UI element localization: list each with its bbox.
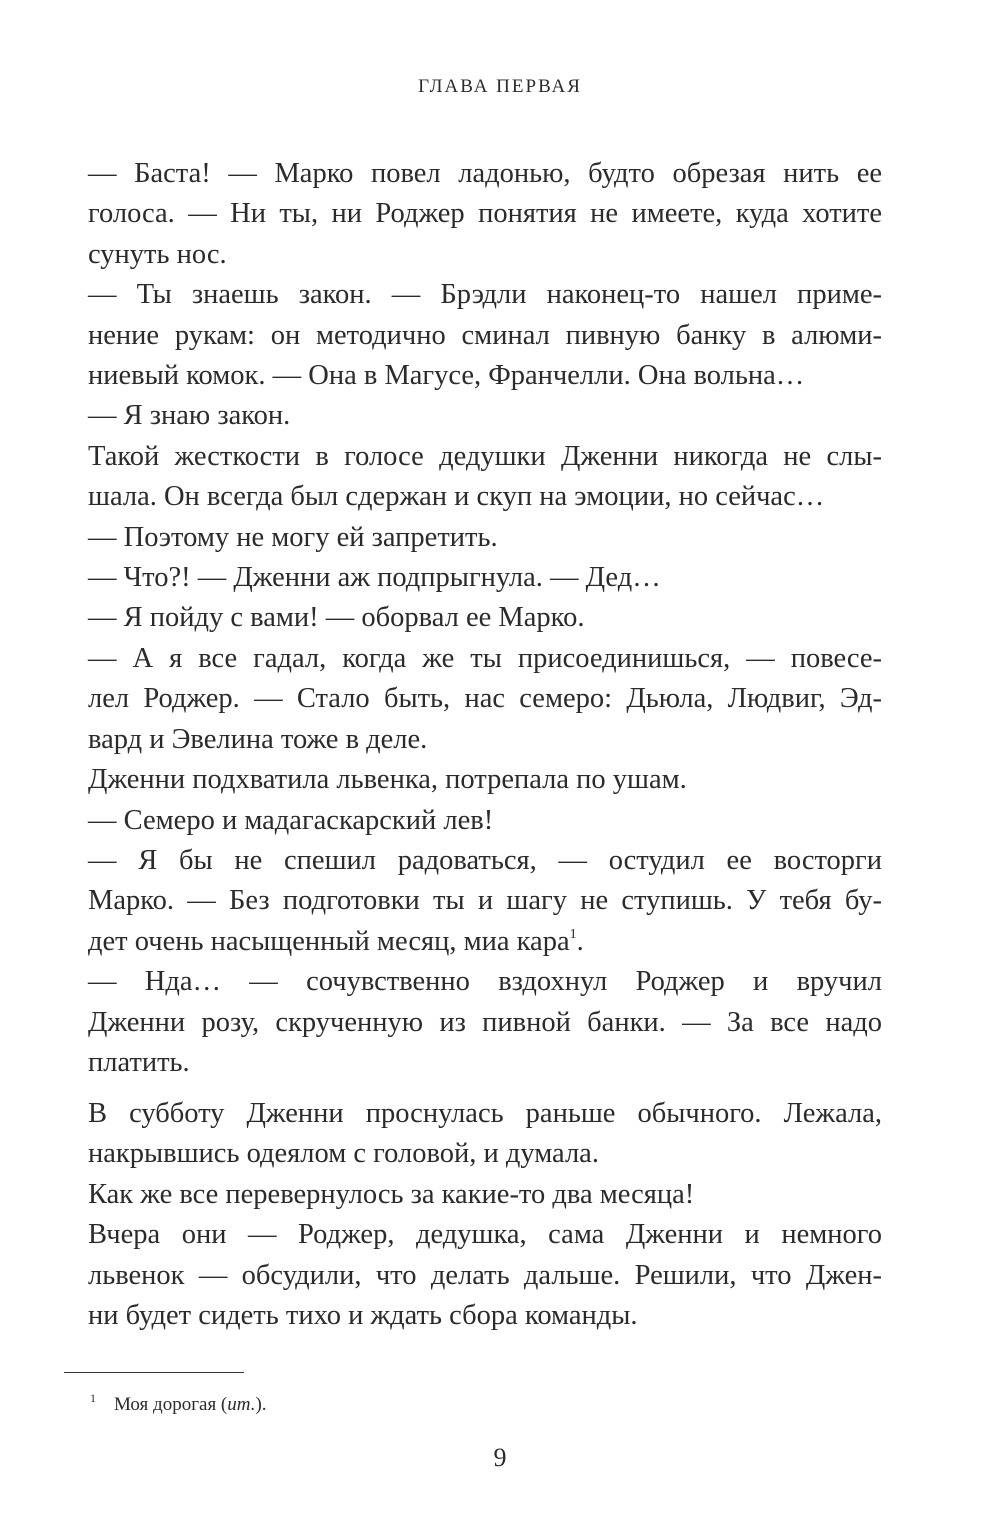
paragraph: [88, 518, 882, 558]
paragraph: [88, 1215, 882, 1336]
paragraph: [88, 639, 882, 760]
text-line: дет очень насыщенный месяц, миа кара$^1$.: [88, 925, 584, 957]
text-line: накрывшись одеялом с головой, и думала.: [88, 1138, 599, 1170]
text-line: сунуть нос.: [88, 238, 227, 270]
paragraph: [88, 437, 882, 518]
paragraph: [88, 841, 882, 962]
text-line: — Семеро и мадагаскарский лев!: [88, 804, 494, 836]
main-text-block: [88, 154, 882, 1083]
second-text-block: [88, 1094, 882, 1336]
text-line-content: дет очень насыщенный месяц, миа кара: [88, 925, 570, 957]
text-line: Вчера они — Роджер, дедушка, сама Дженни и немного: [88, 1219, 882, 1251]
text-line: нение рукам: он методично сминал пивную банку в алюми-: [88, 319, 882, 351]
paragraph: [88, 962, 882, 1083]
footnote-end: ).: [255, 1394, 267, 1415]
text-line: — Я бы не спешил радоваться, — остудил ее восторги: [88, 844, 882, 876]
chapter-header: ГЛАВА ПЕРВАЯ: [418, 76, 582, 97]
footnote-italic: ит.: [227, 1394, 256, 1415]
footnote-reference[interactable]: 1: [569, 926, 577, 942]
paragraph: [88, 1094, 882, 1175]
text-line: платить.: [88, 1046, 190, 1078]
paragraph: [88, 396, 882, 436]
text-line: шала. Он всегда был сдержан и скуп на эмоции, но сейчас…: [88, 481, 825, 513]
text-line: — Я знаю закон.: [88, 400, 291, 432]
footnote-text: Моя дорогая (: [114, 1394, 228, 1415]
text-line: Как же все перевернулось за какие-то два месяца!: [88, 1178, 695, 1210]
text-line: — Я пойду с вами! — оборвал ее Марко.: [88, 602, 585, 634]
paragraph: [88, 760, 882, 800]
text-line: лел Роджер. — Стало быть, нас семеро: Дьюла, Людвиг, Эд-: [88, 683, 882, 715]
footnote-divider: [64, 1372, 244, 1373]
paragraph: [88, 154, 882, 275]
text-line: Дженни подхватила львенка, потрепала по ушам.: [88, 764, 687, 796]
paragraph: [88, 1175, 882, 1215]
text-line: голоса. — Ни ты, ни Роджер понятия не имеете, куда хотите: [88, 198, 882, 230]
text-line: — Поэтому не могу ей запретить.: [88, 521, 498, 553]
text-line: Такой жесткости в голосе дедушки Дженни никогда не слы-: [88, 440, 882, 472]
footnote: [90, 1385, 267, 1418]
text-line: вард и Эвелина тоже в деле.: [88, 723, 428, 755]
page-number: 9: [493, 1443, 507, 1472]
text-line: ни будет сидеть тихо и ждать сбора команды.: [88, 1300, 638, 1332]
paragraph: [88, 598, 882, 638]
text-line: — Что?! — Дженни аж подпрыгнула. — Дед…: [88, 562, 661, 594]
text-line: — Баста! — Марко повел ладонью, будто обрезая нить ее: [88, 158, 882, 189]
text-line: В субботу Дженни проснулась раньше обычного. Лежала,: [88, 1098, 882, 1129]
text-line: — Нда… — сочувственно вздохнул Роджер и вручил: [88, 966, 882, 998]
paragraph: [88, 558, 882, 598]
text-line: — Ты знаешь закон. — Брэдли наконец-то нашел приме-: [88, 279, 882, 311]
text-line: Дженни розу, скрученную из пивной банки. — За все надо: [88, 1006, 882, 1038]
text-line: Марко. — Без подготовки ты и шагу не ступишь. У тебя бу-: [88, 885, 882, 917]
paragraph: [88, 801, 882, 841]
paragraph: [88, 275, 882, 396]
text-line: — А я все гадал, когда же ты присоединишься, — повесе-: [88, 642, 882, 674]
text-line: львенок — обсудили, что делать дальше. Решили, что Джен-: [88, 1259, 882, 1291]
footnote-mark: 1: [90, 1391, 96, 1405]
text-line: ниевый комок. — Она в Магусе, Франчелли. Она вольна…: [88, 360, 805, 392]
